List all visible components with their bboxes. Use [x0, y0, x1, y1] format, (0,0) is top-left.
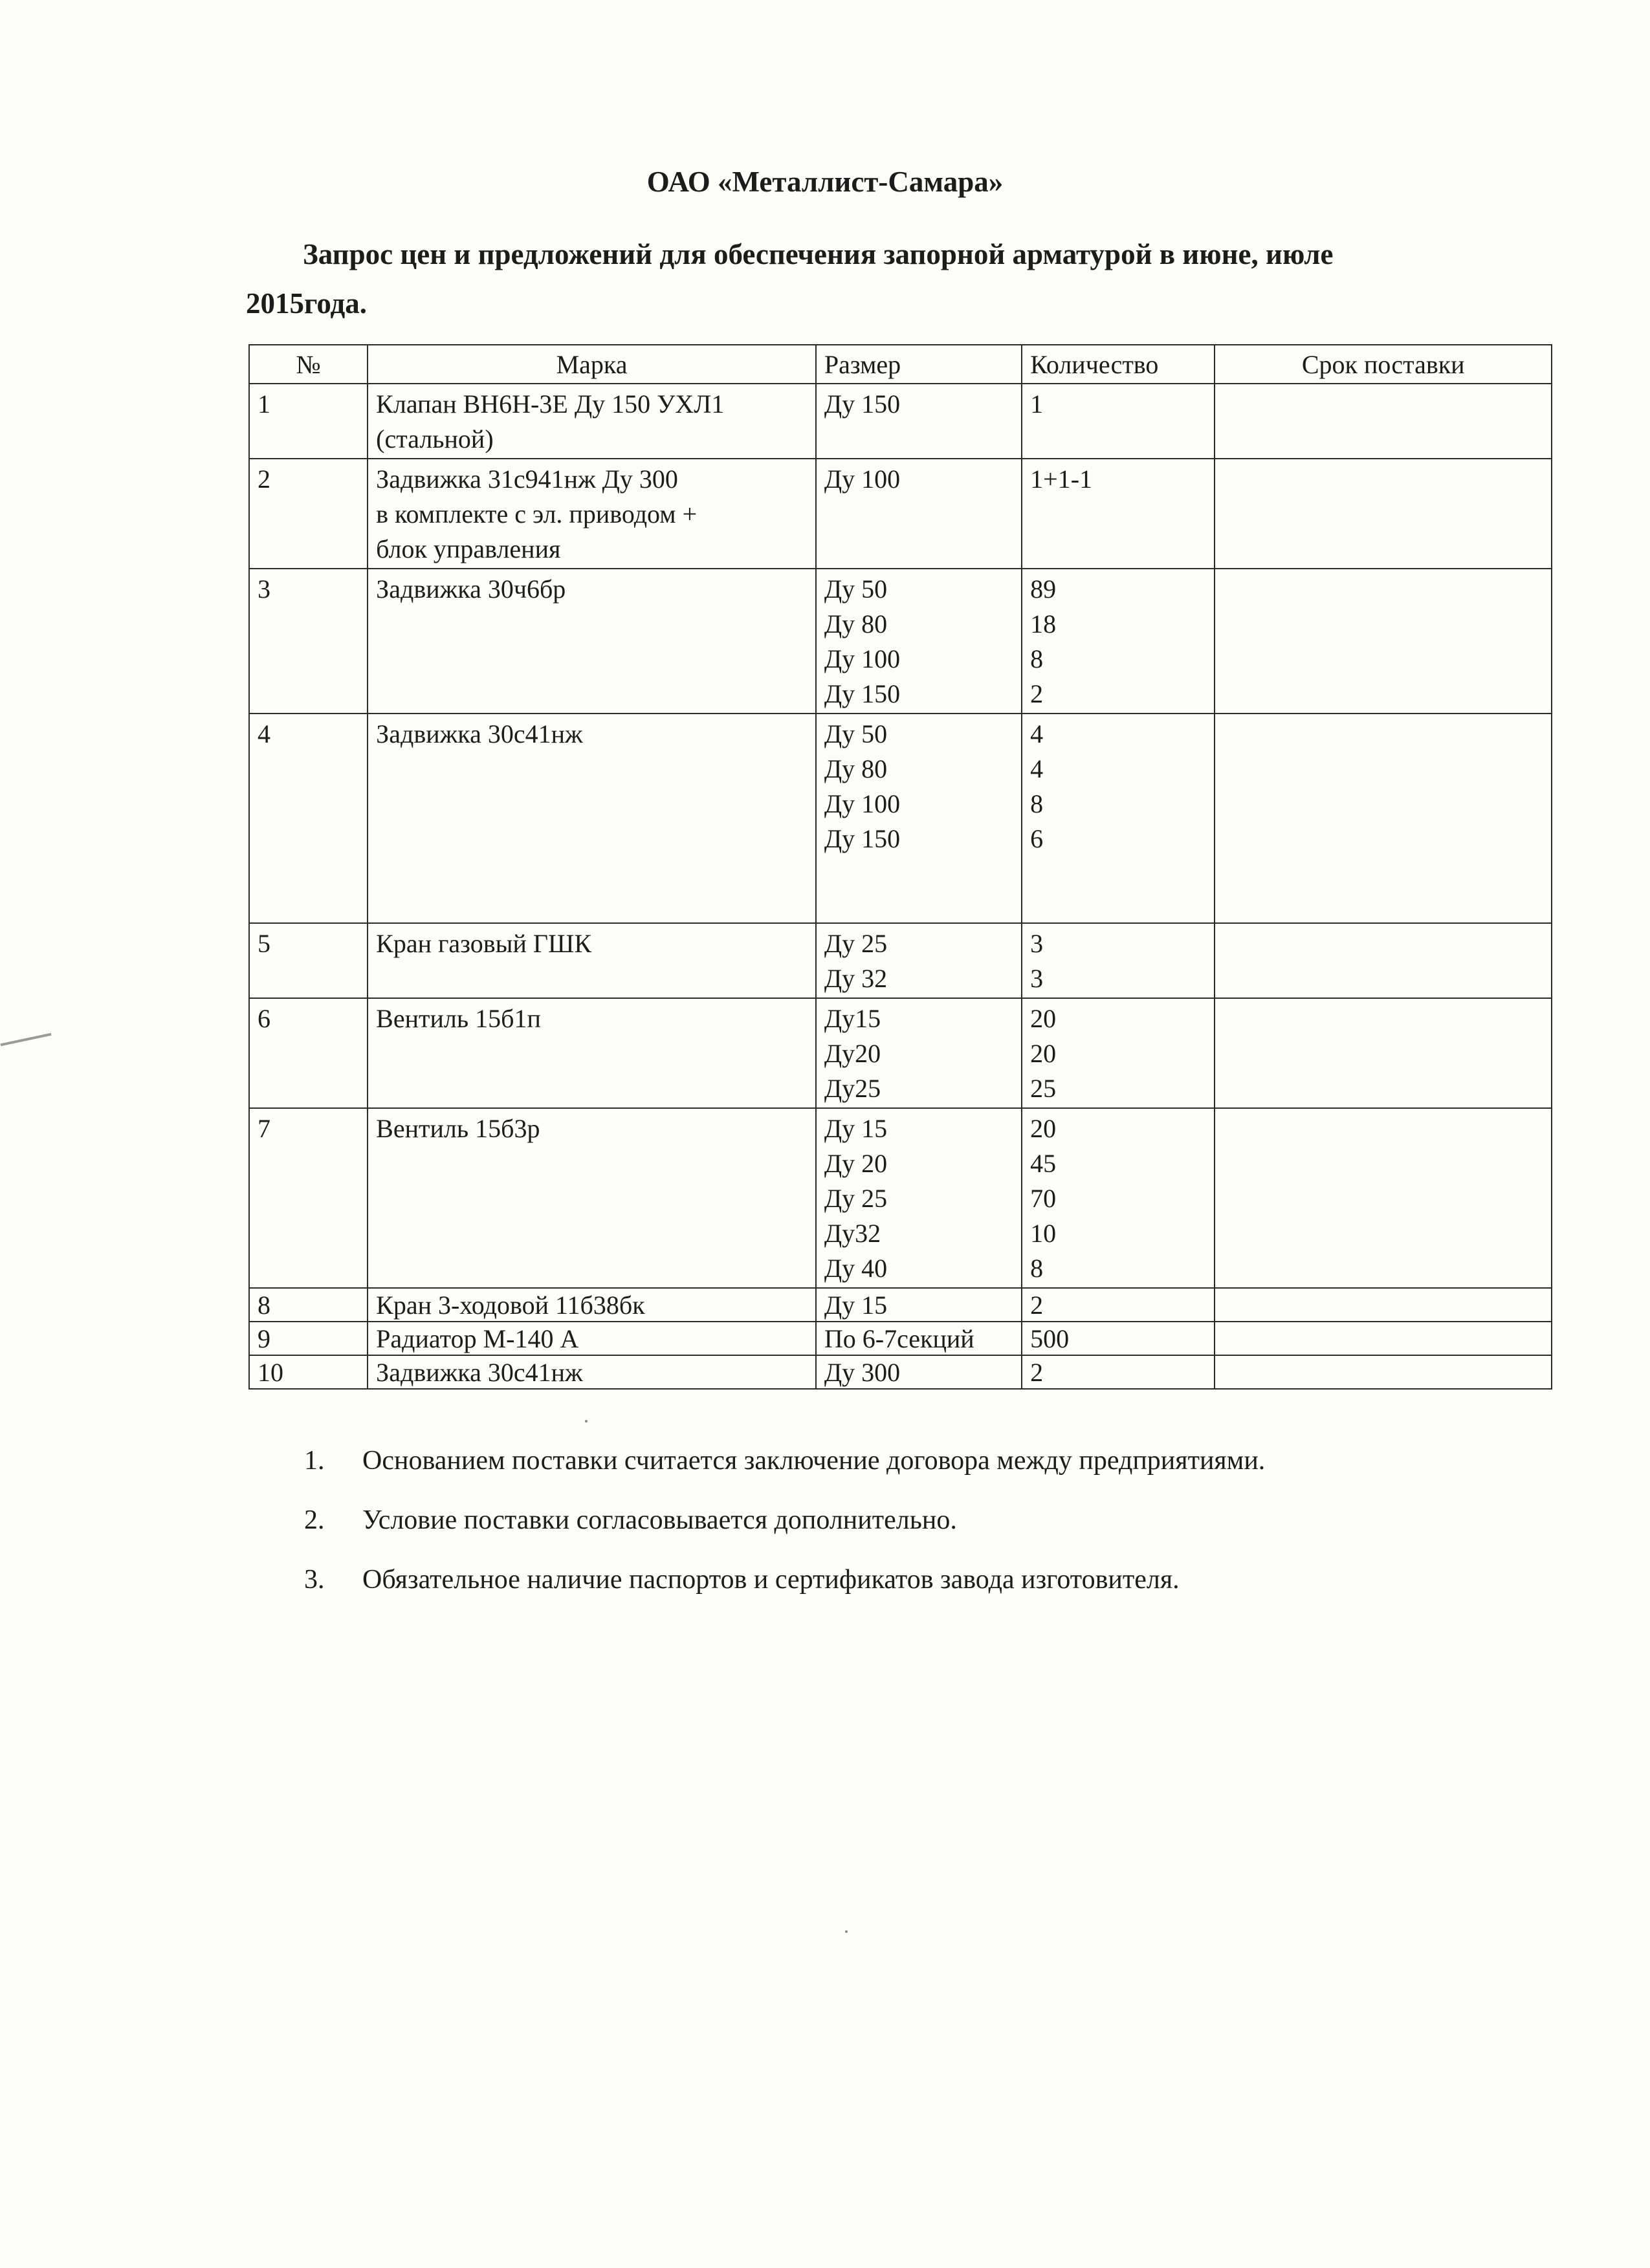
- cell-size-line: Ду 300: [824, 1358, 901, 1387]
- cell-size-line: Ду 15: [824, 1291, 888, 1320]
- cell-mark: [368, 1288, 816, 1322]
- cell-size-line: Ду15: [824, 1004, 881, 1033]
- cell-quantity: [1022, 1322, 1215, 1355]
- cell-mark: [368, 459, 816, 569]
- cell-delivery-term: [1215, 714, 1552, 923]
- cell-quantity-line: 6: [1030, 824, 1044, 853]
- cell-quantity-line: 2: [1030, 1358, 1044, 1387]
- table-row: [249, 384, 1552, 459]
- cell-size-line: Ду 32: [824, 964, 888, 993]
- table-row: [249, 923, 1552, 998]
- cell-size-line: Ду 40: [824, 1254, 888, 1283]
- cell-quantity-line: 8: [1030, 1254, 1044, 1283]
- table-row: [249, 714, 1552, 923]
- cell-mark-line: Задвижка 30с41нж: [376, 1358, 583, 1387]
- cell-mark: [368, 384, 816, 459]
- cell-quantity: [1022, 1288, 1215, 1322]
- cell-size-line: Ду 25: [824, 1184, 888, 1213]
- cell-size: [816, 714, 1022, 923]
- table-row: [249, 998, 1552, 1108]
- cell-quantity-line: 3: [1030, 929, 1044, 958]
- cell-size: [816, 459, 1022, 569]
- cell-size-line: Ду 100: [824, 644, 901, 673]
- cell-quantity-line: 89: [1030, 574, 1057, 604]
- cell-mark: [368, 1108, 816, 1288]
- cell-quantity: [1022, 384, 1215, 459]
- cell-number: 9: [249, 1322, 368, 1355]
- table-row: [249, 1288, 1552, 1322]
- cell-quantity-line: 1+1-1: [1030, 464, 1093, 494]
- cell-delivery-term: [1215, 1108, 1552, 1288]
- cell-size: [816, 1288, 1022, 1322]
- cell-number: 3: [249, 569, 368, 714]
- table-row: [249, 569, 1552, 714]
- cell-quantity-line: 25: [1030, 1074, 1057, 1103]
- header-delivery-term: Срок поставки: [1215, 345, 1552, 384]
- company-title: ОАО «Металлист-Самара»: [646, 166, 1004, 198]
- condition-item: [304, 1501, 1265, 1540]
- cell-quantity-line: 20: [1030, 1114, 1057, 1143]
- scan-edge-mark: [0, 1033, 51, 1047]
- cell-size: [816, 569, 1022, 714]
- cell-size-line: Ду 80: [824, 609, 888, 638]
- header-number: №: [249, 345, 368, 384]
- cell-size: [816, 384, 1022, 459]
- cell-number: 1: [249, 384, 368, 459]
- cell-mark-line: блок управления: [376, 534, 561, 563]
- cell-mark-line: Радиатор М-140 А: [376, 1324, 579, 1353]
- cell-size-line: Ду20: [824, 1039, 881, 1068]
- cell-mark: [368, 998, 816, 1108]
- cell-mark: [368, 569, 816, 714]
- cell-mark-line: Задвижка 30ч6бр: [376, 574, 566, 604]
- cell-quantity: [1022, 714, 1215, 923]
- cell-size: [816, 998, 1022, 1108]
- cell-size-line: Ду 20: [824, 1149, 888, 1178]
- condition-number: 2.: [304, 1505, 325, 1535]
- cell-size-line: Ду25: [824, 1074, 881, 1103]
- cell-delivery-term: [1215, 1322, 1552, 1355]
- cell-size-line: По 6-7секций: [824, 1324, 974, 1353]
- cell-mark: [368, 1322, 816, 1355]
- cell-mark-line: Вентиль 15б3р: [376, 1114, 540, 1143]
- conditions-list: [304, 1441, 1265, 1620]
- cell-quantity-line: 8: [1030, 644, 1044, 673]
- cell-quantity-line: 3: [1030, 964, 1044, 993]
- cell-quantity-line: 4: [1030, 719, 1044, 748]
- cell-size-line: Ду32: [824, 1219, 881, 1248]
- cell-delivery-term: [1215, 1288, 1552, 1322]
- condition-number: 1.: [304, 1446, 325, 1476]
- cell-quantity-line: 10: [1030, 1219, 1057, 1248]
- cell-number: 6: [249, 998, 368, 1108]
- header-mark: Марка: [368, 345, 816, 384]
- cell-quantity: [1022, 1355, 1215, 1389]
- cell-quantity-line: 20: [1030, 1039, 1057, 1068]
- heading-line-2: 2015года.: [246, 287, 368, 320]
- table-row: [249, 1355, 1552, 1389]
- header-quantity: Количество: [1022, 345, 1215, 384]
- cell-quantity: [1022, 1108, 1215, 1288]
- cell-size-line: Ду 150: [824, 824, 901, 853]
- cell-mark-line: Кран газовый ГШК: [376, 929, 592, 958]
- heading-line-1: Запрос цен и предложений для обеспечения запорной арматурой в июне, июле: [303, 238, 1334, 270]
- cell-delivery-term: [1215, 569, 1552, 714]
- cell-delivery-term: [1215, 1355, 1552, 1389]
- cell-number: 8: [249, 1288, 368, 1322]
- cell-quantity-line: 1: [1030, 389, 1044, 419]
- header-size: Размер: [816, 345, 1022, 384]
- cell-quantity-line: 4: [1030, 754, 1044, 783]
- scan-speck: [845, 1930, 848, 1933]
- cell-mark-line: Вентиль 15б1п: [376, 1004, 541, 1033]
- cell-delivery-term: [1215, 459, 1552, 569]
- cell-number: 10: [249, 1355, 368, 1389]
- condition-text: Условие поставки согласовывается дополнительно.: [362, 1505, 957, 1535]
- cell-number: 5: [249, 923, 368, 998]
- cell-quantity: [1022, 998, 1215, 1108]
- condition-text: Основанием поставки считается заключение договора между предприятиями.: [362, 1446, 1266, 1476]
- request-heading: [246, 230, 1495, 328]
- cell-number: 4: [249, 714, 368, 923]
- cell-size-line: Ду 100: [824, 789, 901, 818]
- cell-mark-line: в комплекте с эл. приводом +: [376, 499, 698, 529]
- cell-number: 7: [249, 1108, 368, 1288]
- cell-mark: [368, 923, 816, 998]
- cell-mark: [368, 1355, 816, 1389]
- cell-size: [816, 923, 1022, 998]
- cell-size: [816, 1108, 1022, 1288]
- table-row: [249, 459, 1552, 569]
- cell-quantity: [1022, 569, 1215, 714]
- condition-text: Обязательное наличие паспортов и сертификатов завода изготовителя.: [362, 1565, 1180, 1595]
- cell-mark-line: Кран 3-ходовой 11б38бк: [376, 1291, 645, 1320]
- cell-mark-line: (стальной): [376, 424, 494, 453]
- cell-delivery-term: [1215, 923, 1552, 998]
- cell-quantity: [1022, 923, 1215, 998]
- cell-size-line: Ду 80: [824, 754, 888, 783]
- cell-size-line: Ду 100: [824, 464, 901, 494]
- cell-mark-line: Задвижка 30с41нж: [376, 719, 583, 748]
- cell-mark: [368, 714, 816, 923]
- cell-size: [816, 1322, 1022, 1355]
- table-row: [249, 1108, 1552, 1288]
- condition-item: [304, 1441, 1265, 1480]
- cell-quantity-line: 18: [1030, 609, 1057, 638]
- cell-mark-line: Клапан ВН6Н-3Е Ду 150 УХЛ1: [376, 389, 725, 419]
- cell-quantity-line: 20: [1030, 1004, 1057, 1033]
- condition-item: [304, 1560, 1265, 1599]
- cell-size: [816, 1355, 1022, 1389]
- cell-mark-line: Задвижка 31с941нж Ду 300: [376, 464, 678, 494]
- cell-quantity-line: 2: [1030, 1291, 1044, 1320]
- cell-size-line: Ду 50: [824, 719, 888, 748]
- cell-quantity-line: 2: [1030, 679, 1044, 708]
- cell-size-line: Ду 50: [824, 574, 888, 604]
- cell-delivery-term: [1215, 998, 1552, 1108]
- table-row: [249, 1322, 1552, 1355]
- scan-speck: [585, 1420, 588, 1423]
- cell-quantity-line: 500: [1030, 1324, 1070, 1353]
- cell-quantity-line: 70: [1030, 1184, 1057, 1213]
- cell-quantity: [1022, 459, 1215, 569]
- cell-number: 2: [249, 459, 368, 569]
- condition-number: 3.: [304, 1565, 325, 1595]
- cell-size-line: Ду 15: [824, 1114, 888, 1143]
- table-header-row: [249, 345, 1552, 384]
- cell-quantity-line: 8: [1030, 789, 1044, 818]
- cell-delivery-term: [1215, 384, 1552, 459]
- valves-request-table: [248, 344, 1552, 1390]
- cell-size-line: Ду 25: [824, 929, 888, 958]
- cell-size-line: Ду 150: [824, 389, 901, 419]
- cell-quantity-line: 45: [1030, 1149, 1057, 1178]
- cell-size-line: Ду 150: [824, 679, 901, 708]
